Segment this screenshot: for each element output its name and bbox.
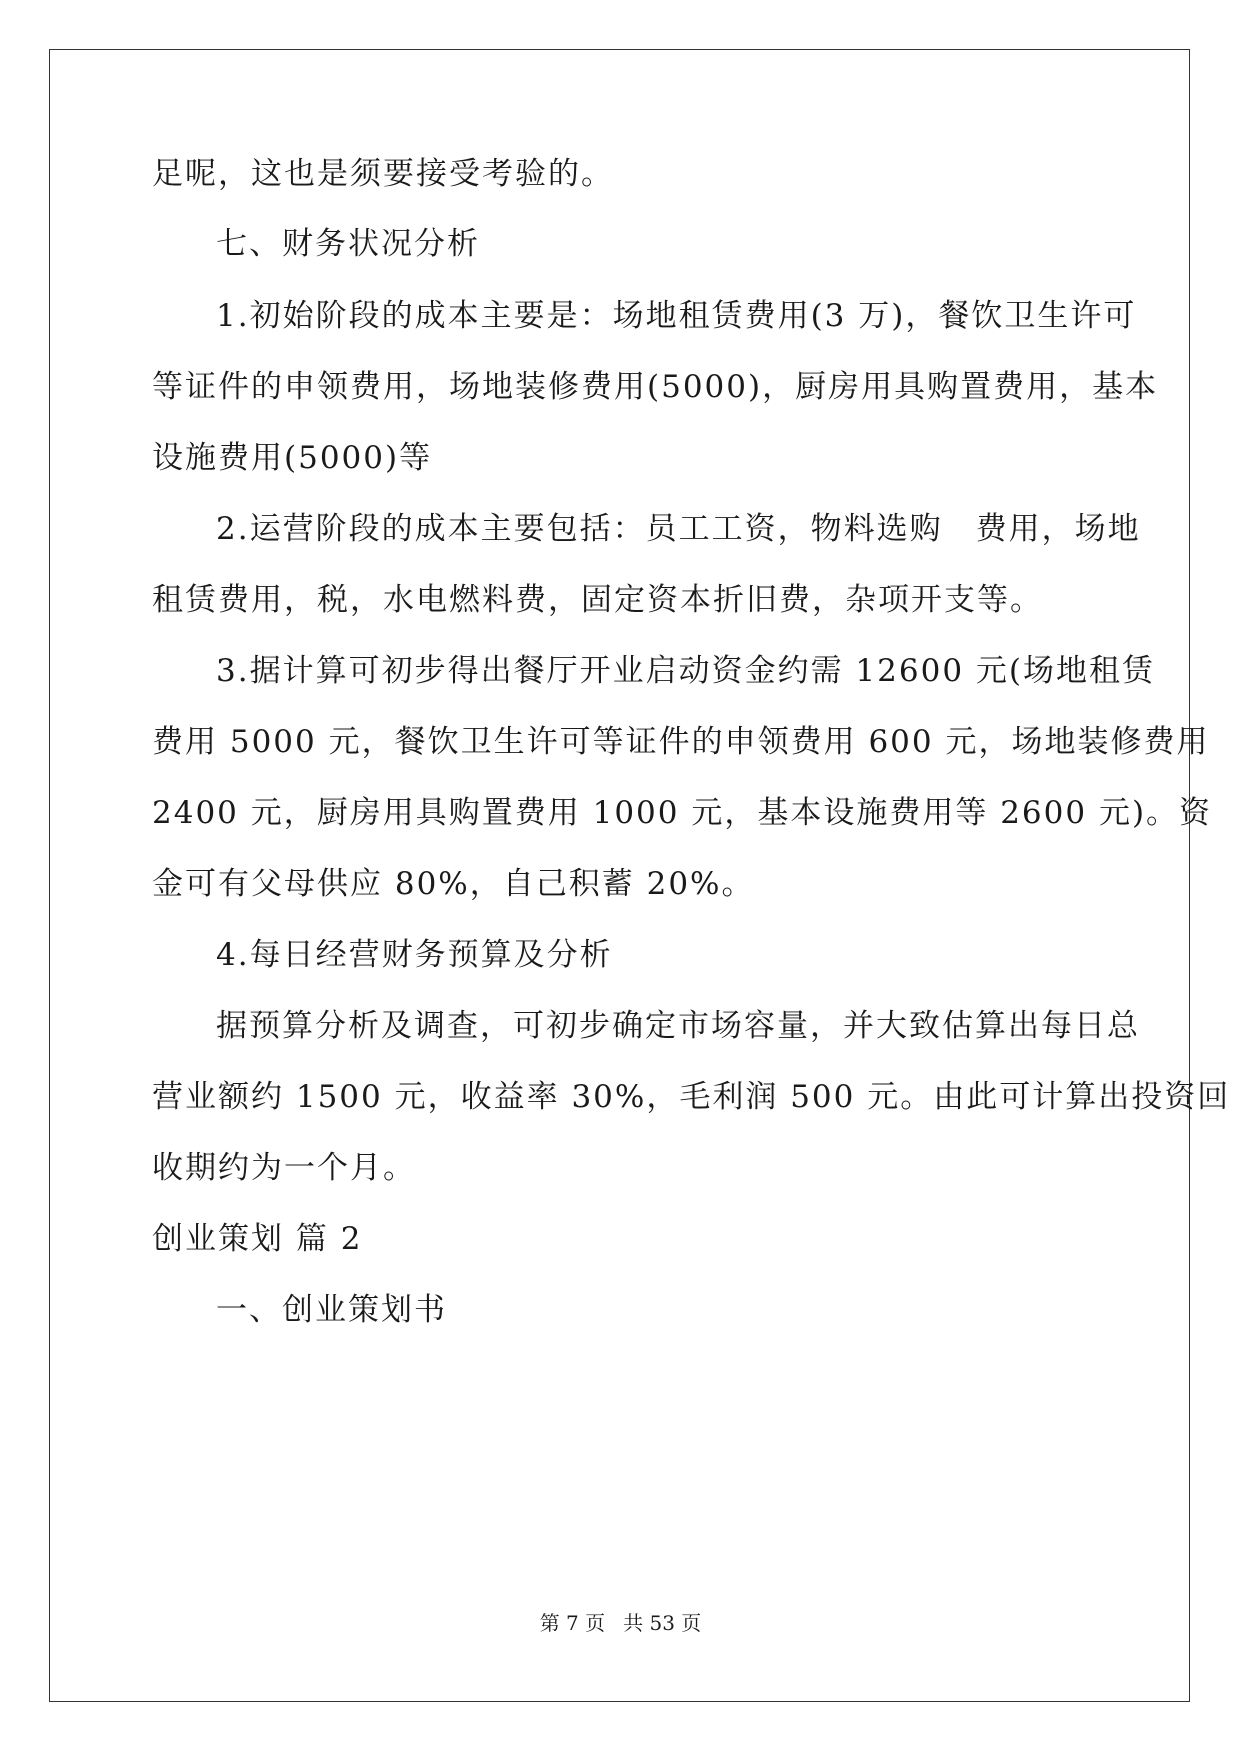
item-4-heading: 4.每日经营财务预算及分析 (216, 937, 613, 973)
item-3-line-3: 2400 元，厨房用具购置费用 1000 元，基本设施费用等 2600 元)。资 (152, 795, 1213, 831)
item-1-line-2: 等证件的申领费用，场地装修费用(5000)，厨房用具购置费用，基本 (152, 369, 1159, 405)
budget-paragraph-line-1: 据预算分析及调查，可初步确定市场容量，并大致估算出每日总 (216, 1008, 1140, 1044)
item-3-line-4: 金可有父母供应 80%，自己积蓄 20%。 (152, 866, 755, 902)
item-2-line-1: 2.运营阶段的成本主要包括：员工工资，物料选购 费用，场地 (216, 511, 1141, 547)
section-heading-finance: 七、财务状况分析 (216, 226, 480, 262)
budget-paragraph-line-3: 收期约为一个月。 (152, 1150, 416, 1186)
paragraph-continuation-line: 足呢，这也是须要接受考验的。 (152, 156, 614, 192)
budget-paragraph-line-2: 营业额约 1500 元，收益率 30%，毛利润 500 元。由此可计算出投资回 (152, 1079, 1231, 1115)
section-heading-plan-2: 创业策划 篇 2 (152, 1221, 363, 1257)
total-pages: 共 53 页 (623, 1611, 702, 1635)
item-3-line-1: 3.据计算可初步得出餐厅开业启动资金约需 12600 元(场地租赁 (216, 653, 1155, 689)
page-footer (0, 1611, 1241, 1635)
subheading-business-plan: 一、创业策划书 (216, 1292, 447, 1328)
item-2-line-2: 租赁费用，税，水电燃料费，固定资本折旧费，杂项开支等。 (152, 582, 1043, 618)
item-1-line-1: 1.初始阶段的成本主要是：场地租赁费用(3 万)，餐饮卫生许可 (216, 298, 1137, 334)
item-1-line-3: 设施费用(5000)等 (152, 440, 433, 476)
item-3-line-2: 费用 5000 元，餐饮卫生许可等证件的申领费用 600 元，场地装修费用 (152, 724, 1210, 760)
page-number: 第 7 页 (539, 1611, 606, 1635)
